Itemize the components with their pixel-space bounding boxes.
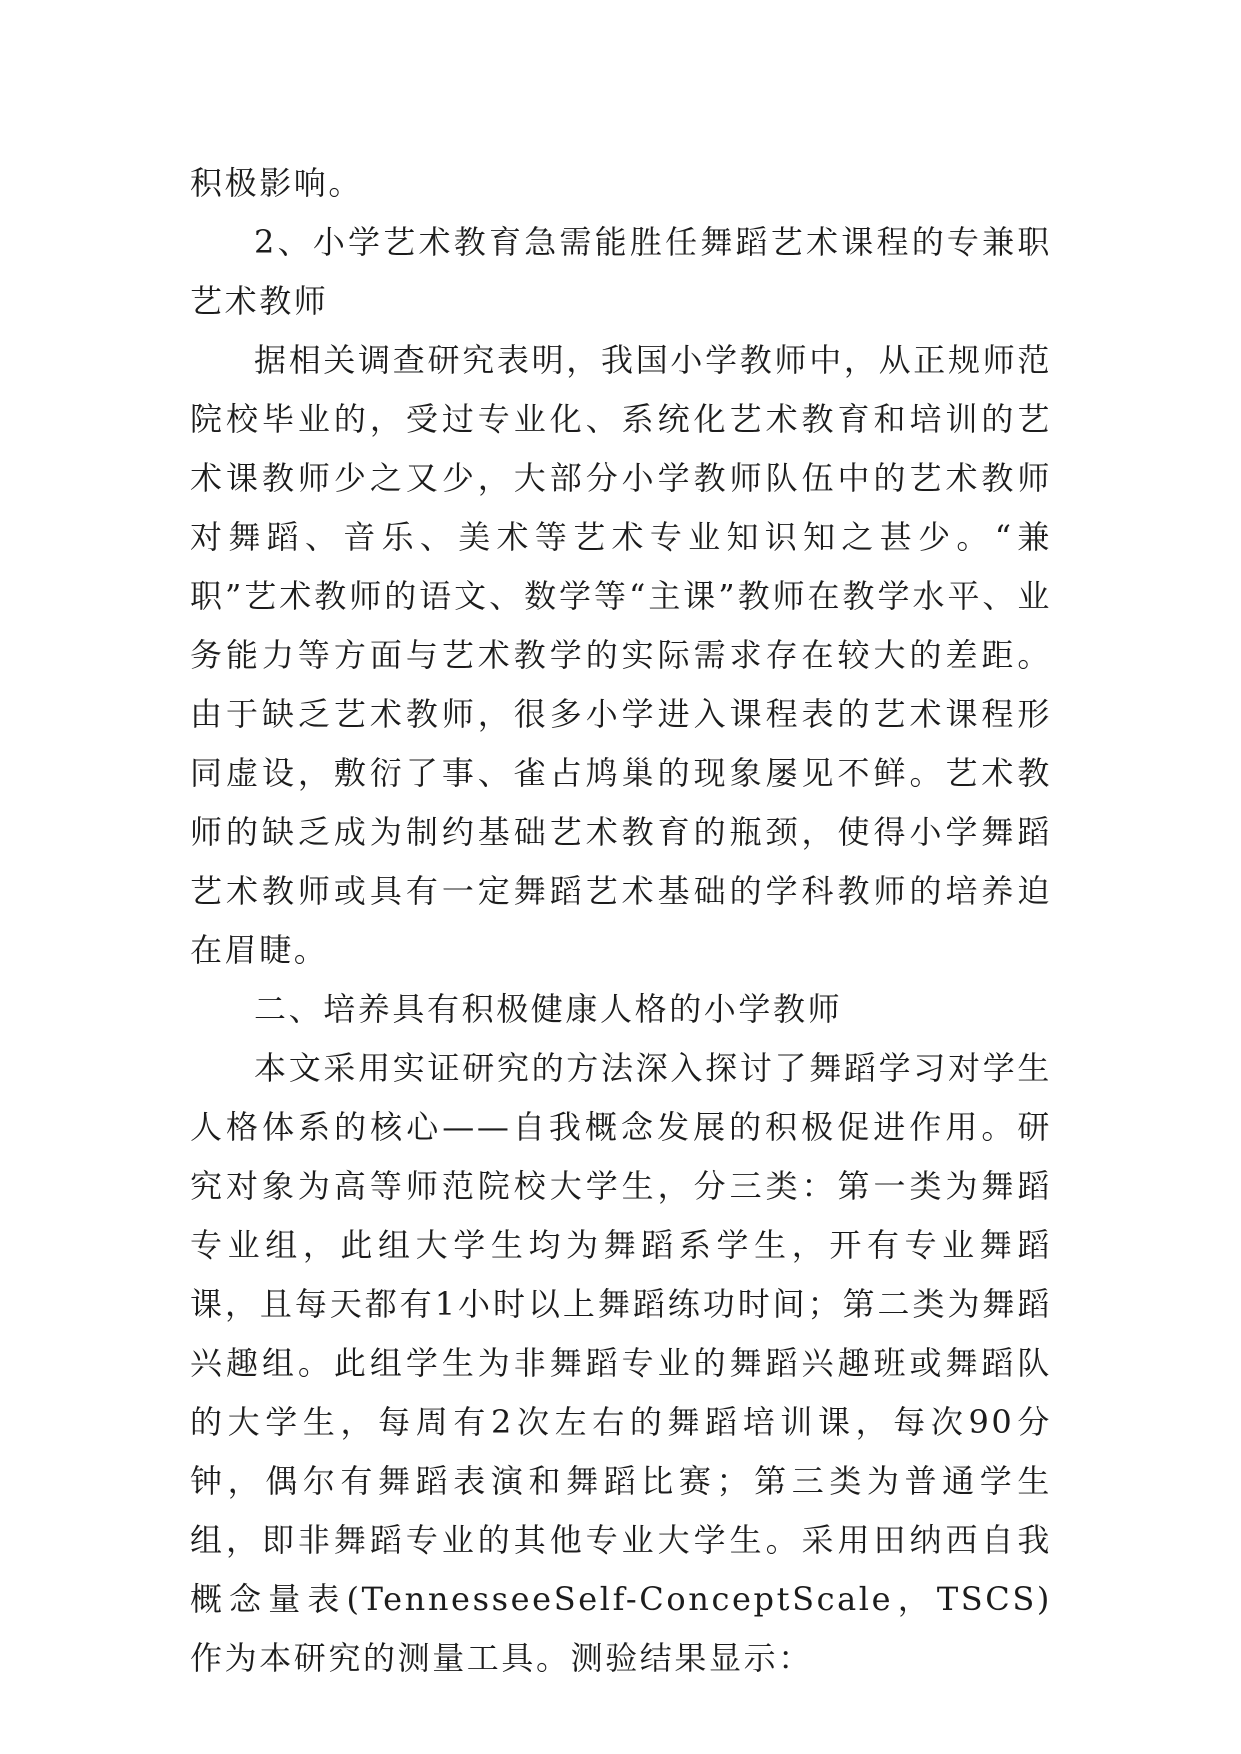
paragraph-continuation: 积极影响。 — [190, 164, 364, 202]
subheading-teacher-demand: 2、小学艺术教育急需能胜任舞蹈艺术课程的专兼职艺术教师 — [190, 223, 1052, 320]
section-heading-personality: 二、培养具有积极健康人格的小学教师 — [254, 990, 843, 1028]
paragraph-empirical-study: 本文采用实证研究的方法深入探讨了舞蹈学习对学生人格体系的核心——自我概念发展的积极促进作用。研究对象为高等师范院校大学生，分三类：第一类为舞蹈专业组，此组大学生均为舞蹈系学生，开有专业舞蹈课，且每天都有1小时以上舞蹈练功时间；第二类为舞蹈兴趣组。此组学生为非舞蹈专业的舞蹈兴趣班或舞蹈队的大学生，每周有2次左右的舞蹈培训课，每次90分钟，偶尔有舞蹈表演和舞蹈比赛；第三类为普通学生组，即非舞蹈专业的其他专业大学生。采用田纳西自我概念量表(TennesseeSelf-ConceptScale，TSCS)作为本研究的测量工具。测验结果显示： — [190, 1049, 1052, 1677]
paragraph-survey-findings: 据相关调查研究表明，我国小学教师中，从正规师范院校毕业的，受过专业化、系统化艺术教育和培训的艺术课教师少之又少，大部分小学教师队伍中的艺术教师对舞蹈、音乐、美术等艺术专业知识知之甚少。“兼职”艺术教师的语文、数学等“主课”教师在教学水平、业务能力等方面与艺术教学的实际需求存在较大的差距。由于缺乏艺术教师，很多小学进入课程表的艺术课程形同虚设，敷衍了事、雀占鸠巢的现象屡见不鲜。艺术教师的缺乏成为制约基础艺术教育的瓶颈，使得小学舞蹈艺术教师或具有一定舞蹈艺术基础的学科教师的培养迫在眉睫。 — [190, 341, 1052, 969]
body-text — [190, 154, 1052, 1688]
